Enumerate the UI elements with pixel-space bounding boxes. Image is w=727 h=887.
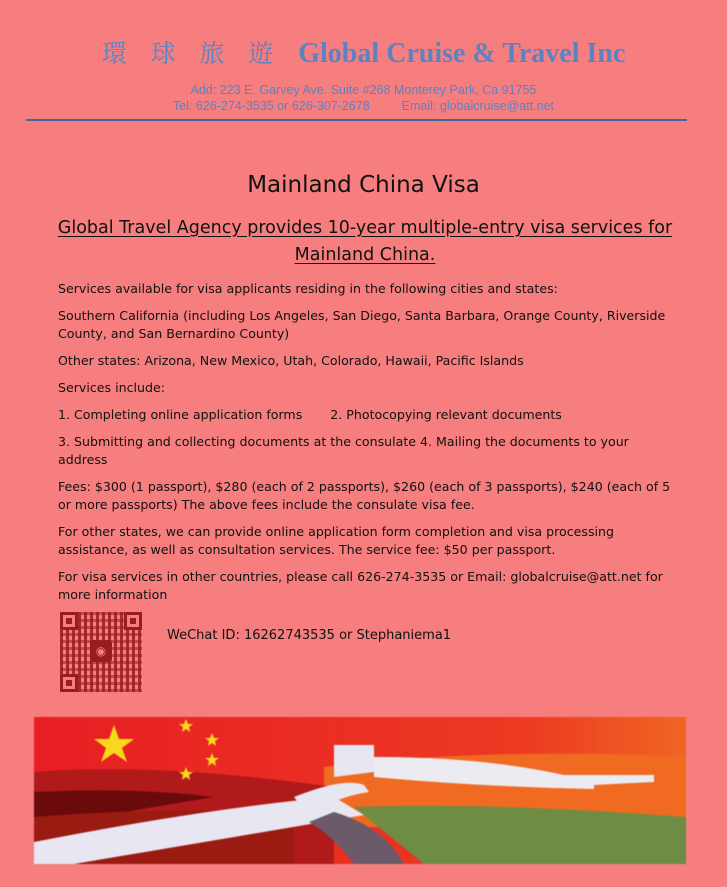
fees-paragraph: Fees: $300 (1 passport), $280 (each of 2 passports), $260 (each of 3 passports), $240 (each of 5 or more passports) The above fees include the consulate visa fee. — [58, 479, 671, 512]
company-name-english: Global Cruise & Travel Inc — [298, 38, 626, 69]
company-phone-email-row — [0, 98, 727, 114]
services-heading: Services include: — [58, 380, 165, 395]
great-wall-banner-image — [34, 717, 686, 864]
company-name-chinese: 環 球 旅 遊 — [101, 39, 282, 68]
southern-california-paragraph: Southern California (including Los Angeles, San Diego, Santa Barbara, Orange County, Riverside County, and San Bernardino County) — [58, 308, 666, 341]
services-row-2 — [58, 433, 678, 469]
visa-info-body — [58, 280, 678, 613]
company-email: Email: globalcruise@att.net — [401, 99, 555, 113]
other-states-paragraph: Other states: Arizona, New Mexico, Utah, Colorado, Hawaii, Pacific Islands — [58, 353, 524, 368]
company-phone: Tel: 626-274-3535 or 626-307-2678 — [172, 99, 370, 113]
service-item-1: 1. Completing online application forms — [58, 407, 303, 422]
other-countries-paragraph: For visa services in other countries, please call 626-274-3535 or Email: globalcruise@att.net for more information — [58, 569, 663, 602]
wechat-id: WeChat ID: 16262743535 or Stephaniema1 — [167, 628, 452, 643]
service-item-2: 2. Photocopying relevant documents — [330, 407, 562, 422]
company-title — [0, 34, 727, 70]
company-address: Add: 223 E. Garvey Ave. Suite #268 Monterey Park, Ca 91755 — [190, 83, 537, 97]
services-row-1 — [58, 406, 678, 424]
service-item-4: 4. Mailing the documents to your address — [58, 434, 629, 467]
page-subtitle: Global Travel Agency provides 10-year multiple-entry visa services for Mainland China. — [57, 218, 673, 265]
wechat-qr-code-icon — [60, 612, 142, 692]
company-contact — [0, 82, 727, 114]
other-states-service-paragraph: For other states, we can provide online application form completion and visa processing assistance, as well as consultation services. The service fee: $50 per passport. — [58, 524, 614, 557]
service-item-3: 3. Submitting and collecting documents at the consulate — [58, 434, 417, 449]
wechat-logo-icon: ◉ — [90, 640, 112, 662]
page-title: Mainland China Visa — [247, 172, 480, 198]
intro-paragraph: Services available for visa applicants residing in the following cities and states: — [58, 281, 558, 296]
wechat-section — [60, 612, 451, 692]
header-divider — [26, 119, 687, 121]
